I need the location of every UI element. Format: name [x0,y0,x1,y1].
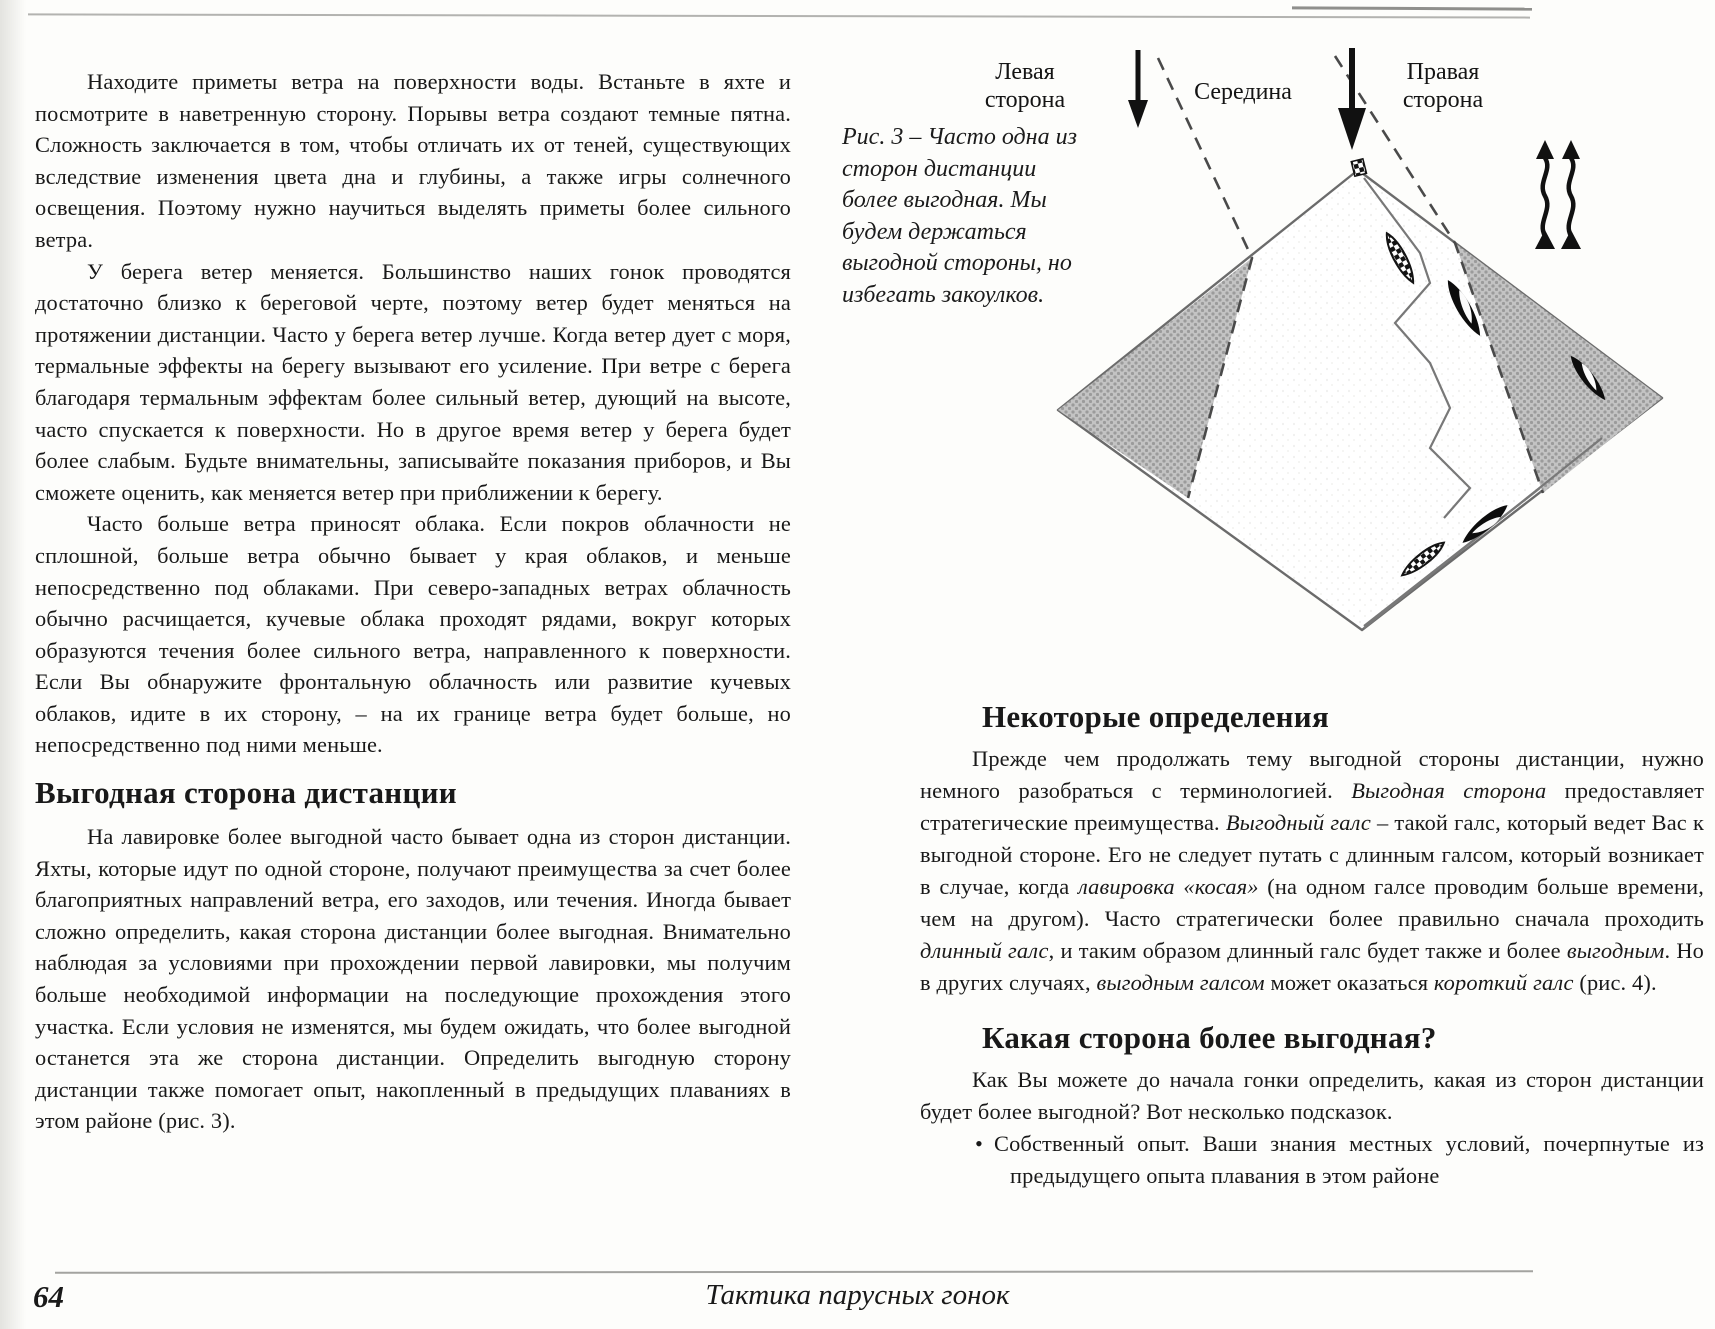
bullet-text: Собственный опыт. Ваши знания местных условий, почерпнутые из предыдущего опыта плавания в этом районе [994,1131,1704,1188]
left-column [35,66,791,1137]
bullet-own-experience [920,1128,1704,1192]
scan-edge-shade [0,0,26,1329]
paragraph-definitions: Прежде чем продолжать тему выгодной стороны дистанции, нужно немного разобраться с терминологией. Выгодная сторона предоставляет стратегические преимущества. Выгодный галс – такой галс, который ведет Вас к выгодной стороне. Его не следует путать с длинным галсом, который возникает в случае, когда лавировка «косая» (на одном галсе проводим больше времени, чем на другом). Часто стратегически более правильно сначала проходить длинный галс, и таким образом длинный галс будет также и более выгодным. Но в других случаях, выгодным галсом может оказаться короткий галс (рис. 4). [920,746,1705,995]
running-title: Тактика парусных гонок [705,1279,1010,1311]
figure-3-course-diagram [840,46,1715,694]
paragraph-which-side: Как Вы можете до начала гонки определить, какая из сторон дистанции будет более выгодной? Вот несколько подсказок. [920,1067,1704,1124]
top-rule [28,13,1530,18]
page-number: 64 [33,1279,64,1314]
windward-mark-buoy [1351,159,1366,176]
paragraph-shore-wind: У берега ветер меняется. Большинство наших гонок проводятся достаточно близко к береговой черте, поэтому ветер будет меняться на протяжении дистанции. Часто у берега ветер лучше. Когда ветер дует с моря, термальные эффекты на берегу вызывают его усиление. При ветре с берега благодаря термальным эффектам более сильный ветер, дующий на высоте, часто спускается к поверхности. Но в другое время ветер у берега будет более слабым. Будьте внимательны, записывайте показания приборов, и Вы сможете оценить, как меняется ветер при приближении к берегу. [35,258,791,505]
more-wind-wavy-arrows-icon [1535,140,1581,249]
top-rule-segment [1292,6,1532,10]
section-heading-which-side: Какая сторона более выгодная? [982,1020,1437,1055]
section-heading-definitions: Некоторые определения [982,699,1330,734]
right-column [920,698,1704,1192]
figure-caption: Рис. 3 – Часто одна из сторон дистанции более выгодная. Мы будем держаться выгодной стороны, но избегать закоулков. [842,124,1077,308]
bullet-marker: • [975,1131,983,1156]
paragraph-favored-side: На лавировке более выгодной часто бывает одна из сторон дистанции. Яхты, которые идут по одной стороне, получают преимущества за счет более благоприятных направлений ветра, его заходов, или течения. Иногда бывает сложно определить, какая сторона дистанции более выгодная. Внимательно наблюдая за условиями при прохождении первой лавировки, мы получим больше необходимой информации на последующие прохождения этого участка. Если условия не изменятся, мы будем ожидать, что более выгодной останется эта же сторона дистанции. Определить выгодную сторону дистанции также помогает опыт, накопленный в предыдущих плаваниях в этом районе (рис. 3). [35,824,791,1134]
paragraph-wind-signs: Находите приметы ветра на поверхности воды. Встаньте в яхте и посмотрите в наветренную сторону. Порывы ветра создают темные пятна. Сложность заключается в том, чтобы отличать их от теней, существующих вследствие изменения цвета дна и глубины, а также игры солнечного освещения. Поэтому нужно научиться выделять приметы более сильного ветра. [35,69,791,252]
label-right-side: Правая сторона [1402,59,1484,113]
label-middle: Середина [1194,79,1292,105]
section-heading-favored-side: Выгодная сторона дистанции [35,775,457,811]
paragraph-clouds: Часто больше ветра приносят облака. Если покров облачности не сплошной, больше ветра обычно бывает у края облаков, и меньше непосредственно под облаками. При северо-западных ветрах облачность обычно расчищается, кучевые облака проходят рядами, вокруг которых образуются течения более сильного ветра, направленного к поверхности. Если Вы обнаружите фронтальную облачность или развитие кучевых облаков, идите в их сторону, – на их границе ветра будет больше, но непосредственно под ними меньше. [35,511,791,758]
label-left-side: Левая сторона [984,59,1066,113]
footer-rule [55,1270,1533,1274]
